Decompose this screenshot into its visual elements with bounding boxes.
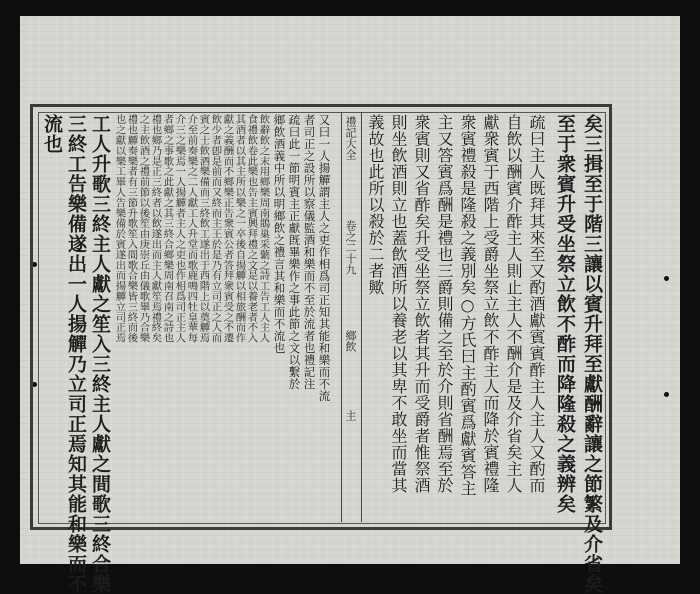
text-column: 疏曰主人既拜其來至又酌酒獻賓賓酢主人主人又酌而: [527, 114, 546, 494]
fold-page-number: 主: [344, 410, 357, 421]
fold-line: [341, 112, 342, 522]
annotation-column: 之主飲酒之禮前節以後笙由庚崇丘由儀歌畢乃合樂: [137, 114, 150, 343]
fold-volume: 卷之二十九: [344, 220, 357, 275]
annotation-column: 也之獻以樂工畢人告樂備於賓遂出而揚觶立司正焉: [113, 114, 126, 343]
annotation-column: 其酒者以其主所以樂之一卒後自揚觶以相旅酬而作: [233, 114, 246, 343]
text-column: 者司正之設所以察儀監酒和樂而不至於流者也禮記注: [302, 114, 317, 390]
annotation-column: 賓之士飲酒樂備而三終飲工遂出于西階上以奠觶焉: [197, 114, 210, 343]
annotation-column: 飲辭飲之末用鄉樂周南鵲巢采蘩之詩工告工人主人: [257, 114, 270, 343]
annotation-column: 獻之義酬而不鄉樂正告衆賓公者答拜衆賓受之不遷: [221, 114, 234, 343]
annotation-column: 者鄉之事歌之此獻之其三終合鄉樂周南召南之詩也: [161, 114, 174, 343]
annotation-column: 禮也觶奏樂者有三節升歌笙入間歌合樂皆三終而後: [125, 114, 138, 343]
text-column: 衆賓禮殺是隆殺之義別矣○方氏曰主酌賓爲獻賓答主: [458, 114, 477, 497]
text-column: 獻衆賓于西階上受爵坐祭立飲不酢主人而降於賓禮隆: [481, 114, 500, 494]
binding-hole: [664, 392, 669, 397]
annotation-column: 介三之樂焉一人揚觶者主人之吏也作相爲司正主人: [173, 114, 186, 343]
text-column: 義故也此所以殺於二者歟: [366, 114, 385, 296]
text-column: 則坐飲酒則立也蓋飲酒所以養老以其卑不敢坐而當其: [389, 114, 408, 494]
annotation-column: 飲少者卽是前而又終而主王於是乃有立司正之人而: [209, 114, 222, 343]
annotation-column: 食禮飲卷此樂也告主賓興拜禮之文是以養老者不入: [245, 114, 258, 343]
binding-hole: [664, 276, 669, 281]
text-column: 至于衆賓升受坐祭立飲不酢而降隆殺之義辨矣: [554, 114, 576, 514]
text-column: 三終工告樂備遂出一人揚觶乃立司正焉知其能和樂而不: [65, 114, 87, 594]
annotation-column: 介至前奏樂之二人獻工人升堂而歌鹿鳴四牡皇華每: [185, 114, 198, 343]
text-column: 疏曰此一節明賓主正獻旣畢樂作之事此節之文以繫於: [287, 114, 302, 390]
text-column: 工人升歌三終主人獻之笙入三終主人獻之間歌三終合樂: [89, 114, 111, 594]
text-column: 衆賓則又省酢矣升受坐祭立飲者其升而受爵者惟祭酒: [412, 114, 431, 494]
text-column: 自飲以酬賓介酢主人則止主人不酬介是及介省矣主人: [504, 114, 523, 494]
text-column: 又曰一人揚觶謂主人之吏作相爲司正知其能和樂而不流: [317, 114, 332, 402]
text-column: 主又答賓爲酬是禮也三爵則備之至於介則省酬焉至於: [435, 114, 454, 494]
text-column: 鄉飲酒義中所以明鄉飲之禮言其和樂而不流也: [272, 114, 287, 354]
fold-line: [361, 112, 362, 522]
annotation-column: 禮也鄉乃是正三終者以飲遂出而主人獻笙焉禮終矣: [149, 114, 162, 343]
text-column: 流也: [41, 114, 63, 154]
text-column: 矣三揖至于階三讓以賓升拜至獻酬辭讓之節繁及介省矣: [581, 114, 603, 594]
fold-title: 禮記大全: [344, 116, 357, 160]
fold-chapter: 鄉飲: [344, 330, 357, 352]
